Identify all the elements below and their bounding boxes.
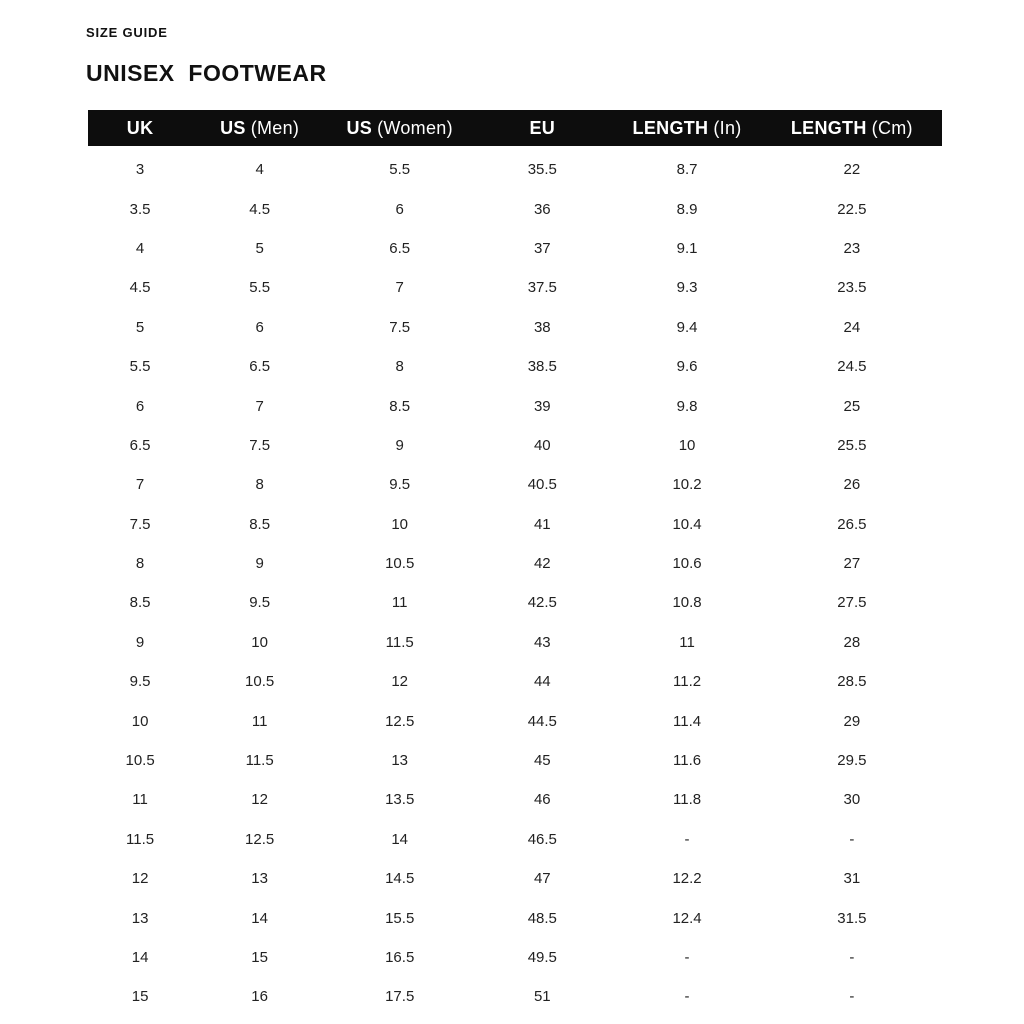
table-cell: 5.5: [249, 279, 271, 297]
table-cell: 13: [251, 870, 268, 888]
table-cell: 7: [255, 397, 264, 415]
table-cell: 8: [395, 358, 404, 376]
table-cell: -: [684, 988, 690, 1006]
table-cell: 6.5: [249, 358, 271, 376]
table-cell: 8.5: [389, 397, 411, 415]
table-cell: 27.5: [837, 594, 867, 612]
table-cell: 38.5: [527, 358, 557, 376]
table-row: [88, 268, 942, 307]
table-cell: 13.5: [385, 791, 415, 809]
table-cell: 16: [251, 988, 268, 1006]
table-row: [88, 701, 942, 740]
table-cell: 28: [843, 633, 861, 651]
table-cell: 40: [533, 436, 551, 454]
table-cell: 9.5: [389, 476, 411, 494]
table-cell: 8.5: [249, 515, 271, 533]
table-cell: 14: [131, 949, 149, 966]
table-row: [88, 150, 942, 189]
table-cell: 23: [843, 239, 861, 257]
col-header-eu: [472, 118, 612, 139]
table-cell: 29.5: [837, 752, 867, 770]
table-cell: 42: [533, 555, 551, 573]
table-row: [88, 505, 942, 544]
col-header-us-men: [192, 118, 327, 139]
table-cell: 12: [391, 673, 409, 691]
table-cell: 11: [251, 712, 268, 730]
table-row: [88, 347, 942, 386]
table-cell: 11.8: [673, 791, 702, 809]
table-cell: -: [849, 949, 855, 966]
table-cell: 6: [395, 200, 404, 218]
table-cell: 46.5: [527, 830, 557, 848]
table-cell: 27: [843, 555, 861, 573]
table-cell: 9.5: [129, 673, 151, 691]
table-cell: 48.5: [527, 909, 557, 927]
table-cell: 7.5: [249, 436, 271, 454]
col-header-uk-label: UK: [126, 117, 154, 138]
col-header-length-cm-sublabel: (Cm): [871, 117, 913, 138]
table-cell: 10.5: [245, 673, 275, 691]
table-cell: 25: [843, 397, 861, 415]
col-header-us-women-sublabel: (Women): [377, 117, 453, 138]
table-cell: 6.5: [389, 239, 411, 257]
table-cell: 15: [131, 988, 149, 1006]
table-cell: 39: [533, 397, 551, 415]
table-cell: 9: [255, 555, 264, 573]
table-cell: 9: [135, 633, 145, 651]
table-row: [88, 308, 942, 347]
table-cell: 8: [255, 476, 264, 494]
table-cell: 10.5: [125, 752, 155, 770]
table-body: [88, 150, 942, 1017]
table-cell: 10: [251, 633, 268, 651]
table-cell: 10.4: [672, 515, 702, 533]
page-title: UNISEX FOOTWEAR: [86, 60, 327, 86]
table-cell: 40.5: [527, 476, 557, 494]
size-table: [88, 150, 942, 1017]
table-cell: 5: [135, 318, 145, 336]
table-cell: 5.5: [389, 161, 411, 179]
table-cell: 31: [843, 870, 861, 888]
table-row: [88, 465, 942, 504]
table-cell: 8.7: [676, 161, 698, 179]
table-row: [88, 544, 942, 583]
table-cell: 9.3: [676, 279, 698, 297]
table-row: [88, 426, 942, 465]
table-cell: 36: [533, 200, 551, 218]
table-cell: 6: [135, 397, 145, 415]
table-cell: 10.5: [385, 555, 415, 573]
table-cell: -: [849, 830, 855, 848]
table-cell: 8.5: [129, 594, 151, 612]
table-cell: 41: [533, 515, 551, 533]
table-cell: 14: [391, 830, 409, 848]
table-cell: 9.1: [676, 239, 698, 257]
table-row: [88, 662, 942, 701]
table-row: [88, 859, 942, 898]
table-cell: 11: [391, 594, 408, 612]
col-header-uk: [88, 118, 192, 139]
table-cell: 7.5: [129, 515, 151, 533]
col-header-length-cm-label: LENGTH: [790, 117, 867, 138]
col-header-us-men-sublabel: (Men): [250, 117, 300, 138]
table-row: [88, 386, 942, 425]
table-cell: 12.5: [245, 830, 275, 848]
table-cell: 30: [843, 791, 861, 809]
table-cell: 9.6: [676, 358, 698, 376]
table-cell: 4: [135, 239, 145, 257]
table-header-row: [88, 110, 942, 146]
table-cell: 9.5: [249, 594, 271, 612]
table-cell: 7.5: [389, 318, 411, 336]
table-cell: 10.6: [672, 555, 702, 573]
table-cell: 22.5: [837, 200, 867, 218]
table-cell: 4: [255, 161, 264, 179]
table-cell: 12: [251, 791, 268, 809]
table-cell: 15.5: [385, 909, 415, 927]
table-cell: 3.5: [129, 200, 151, 218]
table-row: [88, 977, 942, 1016]
table-cell: 16.5: [385, 949, 415, 966]
table-cell: 12.2: [672, 870, 702, 888]
table-cell: 47: [533, 870, 551, 888]
table-cell: 46: [533, 791, 551, 809]
table-cell: 29: [843, 712, 861, 730]
table-cell: 8.9: [676, 200, 698, 218]
table-cell: 13: [131, 909, 149, 927]
table-cell: 7: [135, 476, 145, 494]
table-cell: 11.5: [126, 830, 155, 848]
table-row: [88, 741, 942, 780]
table-cell: 22: [843, 161, 861, 179]
col-header-length-in-sublabel: (In): [713, 117, 742, 138]
table-cell: 38: [533, 318, 551, 336]
col-header-length-cm: [762, 118, 942, 139]
table-cell: 31.5: [837, 909, 867, 927]
col-header-eu-label: EU: [529, 117, 556, 138]
table-cell: 5.5: [129, 358, 151, 376]
table-row: [88, 780, 942, 819]
table-row: [88, 820, 942, 859]
table-cell: 26: [843, 476, 861, 494]
table-cell: 45: [533, 752, 551, 770]
table-cell: 10.2: [672, 476, 702, 494]
table-cell: 5: [255, 239, 264, 257]
table-cell: 10.8: [672, 594, 702, 612]
table-cell: -: [684, 830, 690, 848]
table-cell: 3: [135, 161, 145, 179]
table-cell: 11.4: [673, 712, 702, 730]
col-header-us-men-label: US: [220, 117, 246, 138]
col-header-length-in: [612, 118, 761, 139]
table-cell: 10: [391, 515, 409, 533]
table-cell: 23.5: [837, 279, 867, 297]
col-header-length-in-label: LENGTH: [632, 117, 709, 138]
table-row: [88, 938, 942, 977]
table-cell: 10: [131, 712, 149, 730]
table-row: [88, 189, 942, 228]
table-cell: 42.5: [527, 594, 557, 612]
table-cell: 4.5: [129, 279, 151, 297]
table-cell: 7: [395, 279, 404, 297]
table-cell: -: [684, 949, 690, 966]
table-row: [88, 229, 942, 268]
col-header-us-women-label: US: [346, 117, 373, 138]
table-cell: 6: [255, 318, 264, 336]
table-cell: 17.5: [385, 988, 415, 1006]
table-cell: 11.5: [385, 633, 414, 651]
table-cell: 44: [533, 673, 551, 691]
table-cell: 37.5: [527, 279, 557, 297]
table-cell: 9.4: [676, 318, 698, 336]
table-cell: 44.5: [527, 712, 557, 730]
table-cell: 43: [533, 633, 551, 651]
table-cell: 12: [131, 870, 149, 888]
size-guide-label: SIZE GUIDE: [86, 25, 168, 40]
table-cell: 11.6: [673, 752, 702, 770]
table-cell: 28.5: [837, 673, 867, 691]
table-cell: 14.5: [385, 870, 415, 888]
table-cell: 51: [533, 988, 551, 1006]
table-cell: 49.5: [527, 949, 557, 966]
table-cell: 4.5: [249, 200, 271, 218]
table-cell: 26.5: [837, 515, 867, 533]
table-cell: 10: [678, 436, 696, 454]
table-row: [88, 623, 942, 662]
table-cell: 15: [251, 949, 268, 966]
table-cell: 13: [391, 752, 409, 770]
table-cell: 37: [533, 239, 551, 257]
table-cell: 11.2: [673, 673, 702, 691]
table-cell: 25.5: [837, 436, 867, 454]
table-cell: 11.5: [245, 752, 274, 770]
col-header-us-women: [327, 118, 472, 139]
table-cell: 12.5: [385, 712, 415, 730]
table-cell: 9: [395, 436, 404, 454]
table-row: [88, 583, 942, 622]
table-cell: 14: [251, 909, 268, 927]
table-cell: 11: [679, 633, 695, 651]
table-cell: 11: [132, 791, 148, 809]
table-cell: 9.8: [676, 397, 698, 415]
table-cell: 6.5: [129, 436, 151, 454]
table-cell: 24: [843, 318, 861, 336]
table-row: [88, 898, 942, 937]
table-cell: 8: [135, 555, 145, 573]
table-cell: 12.4: [672, 909, 702, 927]
table-cell: -: [849, 988, 855, 1006]
table-cell: 24.5: [837, 358, 867, 376]
table-cell: 35.5: [527, 161, 557, 179]
